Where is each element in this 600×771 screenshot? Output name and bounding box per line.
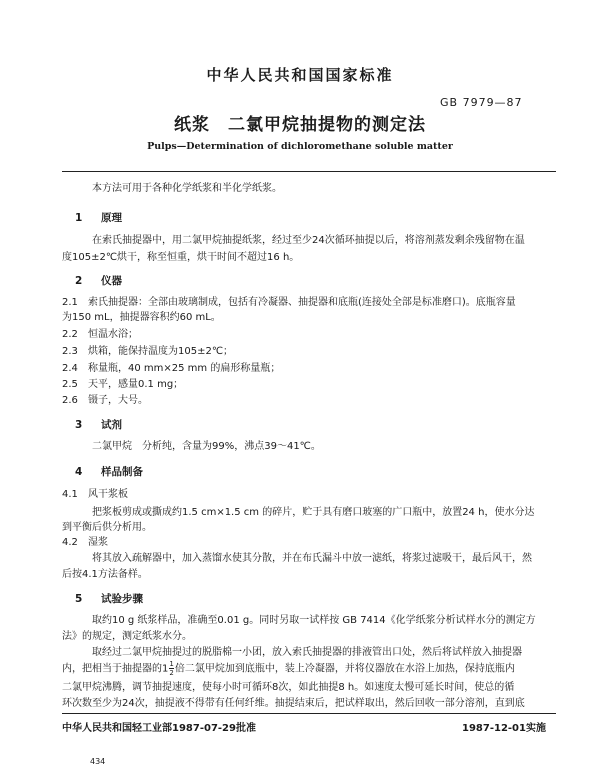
paragraph-line: 度105±2℃烘干，称至恒重，烘干时间不超过16 h。 <box>62 252 300 263</box>
section-sample-prep-heading <box>75 464 143 479</box>
item-number: 2.6 <box>62 395 78 406</box>
paragraph-line: 为150 mL，抽提器容积约60 mL。 <box>62 312 221 323</box>
section-title: 仪器 <box>101 275 122 287</box>
item-text: 天平，感量0.1 mg； <box>88 379 184 390</box>
section-number: 1 <box>75 212 83 224</box>
header-divider <box>62 171 556 172</box>
fraction <box>169 660 173 677</box>
standard-code: GB 7979—87 <box>440 96 523 109</box>
paragraph-line: 将其放入疏解器中，加入蒸馏水使其分散，并在布氏漏斗中放一滤纸，将浆过滤吸干，最后风干，然 <box>92 553 532 564</box>
paragraph-line: 法》的规定，测定纸浆水分。 <box>62 631 192 642</box>
item-title: 风干浆板 <box>88 489 128 500</box>
list-item <box>62 378 183 391</box>
section-principle-heading <box>75 210 122 225</box>
item-text: 称量瓶，40 mm×25 mm 的扁形称量瓶； <box>88 363 281 374</box>
paragraph-line: 取经过二氯甲烷抽提过的脱脂棉一小团，放入索氏抽提器的排液管出口处，然后将试样放入抽提器 <box>92 647 522 658</box>
item-number: 2.4 <box>62 363 78 374</box>
section-number: 4 <box>75 466 83 478</box>
list-item <box>62 362 280 375</box>
paragraph-line: 把浆板剪成或撕成约1.5 cm×1.5 cm 的碎片，贮于具有磨口玻塞的广口瓶中，放置24 h，使水分达 <box>92 507 535 518</box>
item-number: 2.1 <box>62 297 78 308</box>
footer-divider <box>62 713 556 714</box>
section-number: 2 <box>75 275 83 287</box>
paragraph-line: 后按4.1方法备样。 <box>62 569 148 580</box>
section-procedure-heading <box>75 591 143 606</box>
list-item <box>62 296 516 309</box>
item-number: 2.5 <box>62 379 78 390</box>
section-number: 3 <box>75 419 83 431</box>
section-title: 试验步骤 <box>101 593 143 605</box>
list-item <box>62 394 148 407</box>
list-item <box>62 328 138 341</box>
paragraph-line <box>62 660 515 677</box>
section-title: 原理 <box>101 212 122 224</box>
list-item <box>62 345 233 358</box>
approval-note: 中华人民共和国轻工业部1987-07-29批准 <box>62 723 256 734</box>
paragraph-line: 取约10 g 纸浆样品，准确至0.01 g。同时另取一试样按 GB 7414《化学纸浆分析试样水分的测定方 <box>92 615 536 626</box>
implementation-date: 1987-12-01实施 <box>462 723 546 734</box>
item-number: 4.1 <box>62 489 78 500</box>
section-number: 5 <box>75 593 83 605</box>
paragraph-line: 二氯甲烷 分析纯，含量为99%，沸点39～41℃。 <box>92 441 321 452</box>
page-number: 434 <box>90 757 106 766</box>
national-standard-heading: 中华人民共和国国家标准 <box>206 66 394 84</box>
item-text: 烘箱，能保持温度为105±2℃； <box>88 346 234 357</box>
item-number: 4.2 <box>62 537 78 548</box>
document-title <box>0 110 600 135</box>
text-segment: 倍二氯甲烷加到底瓶中，装上冷凝器，并将仪器放在水浴上加热，保持底瓶内 <box>174 663 515 675</box>
item-title: 湿浆 <box>88 537 108 548</box>
item-text: 恒温水浴； <box>88 329 138 340</box>
section-title: 试剂 <box>101 419 122 431</box>
document-title-english: Pulps—Determination of dichloromethane soluble matter <box>147 141 453 152</box>
paragraph-line: 二氯甲烷沸腾，调节抽提速度，使每小时可循环8次，如此抽提8 h。如速度太慢可延长时间，使总的循 <box>62 682 515 693</box>
item-text: 索氏抽提器：全部由玻璃制成，包括有冷凝器、抽提器和底瓶(连接处全部是标准磨口)。底瓶容量 <box>88 297 516 308</box>
paragraph-line: 在索氏抽提器中，用二氯甲烷抽提纸浆，经过至少24次循环抽提以后，将溶剂蒸发剩余残留物在温 <box>92 235 525 246</box>
paragraph-line: 环次数至少为24次，抽提液不得带有任何纤维。抽提结束后，把试样取出，然后回收一部分溶剂，直到底 <box>62 698 525 709</box>
title-part-2: 二氯甲烷抽提物的测定法 <box>228 115 426 135</box>
paragraph-line: 到平衡后供分析用。 <box>62 522 152 533</box>
title-part-1: 纸浆 <box>174 115 210 135</box>
section-reagents-heading <box>75 417 122 432</box>
item-text: 镊子，大号。 <box>88 395 148 406</box>
subsection-heading <box>62 488 128 501</box>
text-segment: 内，把相当于抽提器的1 <box>62 663 169 675</box>
section-apparatus-heading <box>75 273 122 288</box>
item-number: 2.2 <box>62 329 78 340</box>
scope-text: 本方法可用于各种化学纸浆和半化学纸浆。 <box>92 183 282 194</box>
fraction-denominator: 2 <box>169 669 174 677</box>
fraction-numerator: 1 <box>169 660 174 668</box>
section-title: 样品制备 <box>101 466 143 478</box>
item-number: 2.3 <box>62 346 78 357</box>
subsection-heading <box>62 536 108 549</box>
